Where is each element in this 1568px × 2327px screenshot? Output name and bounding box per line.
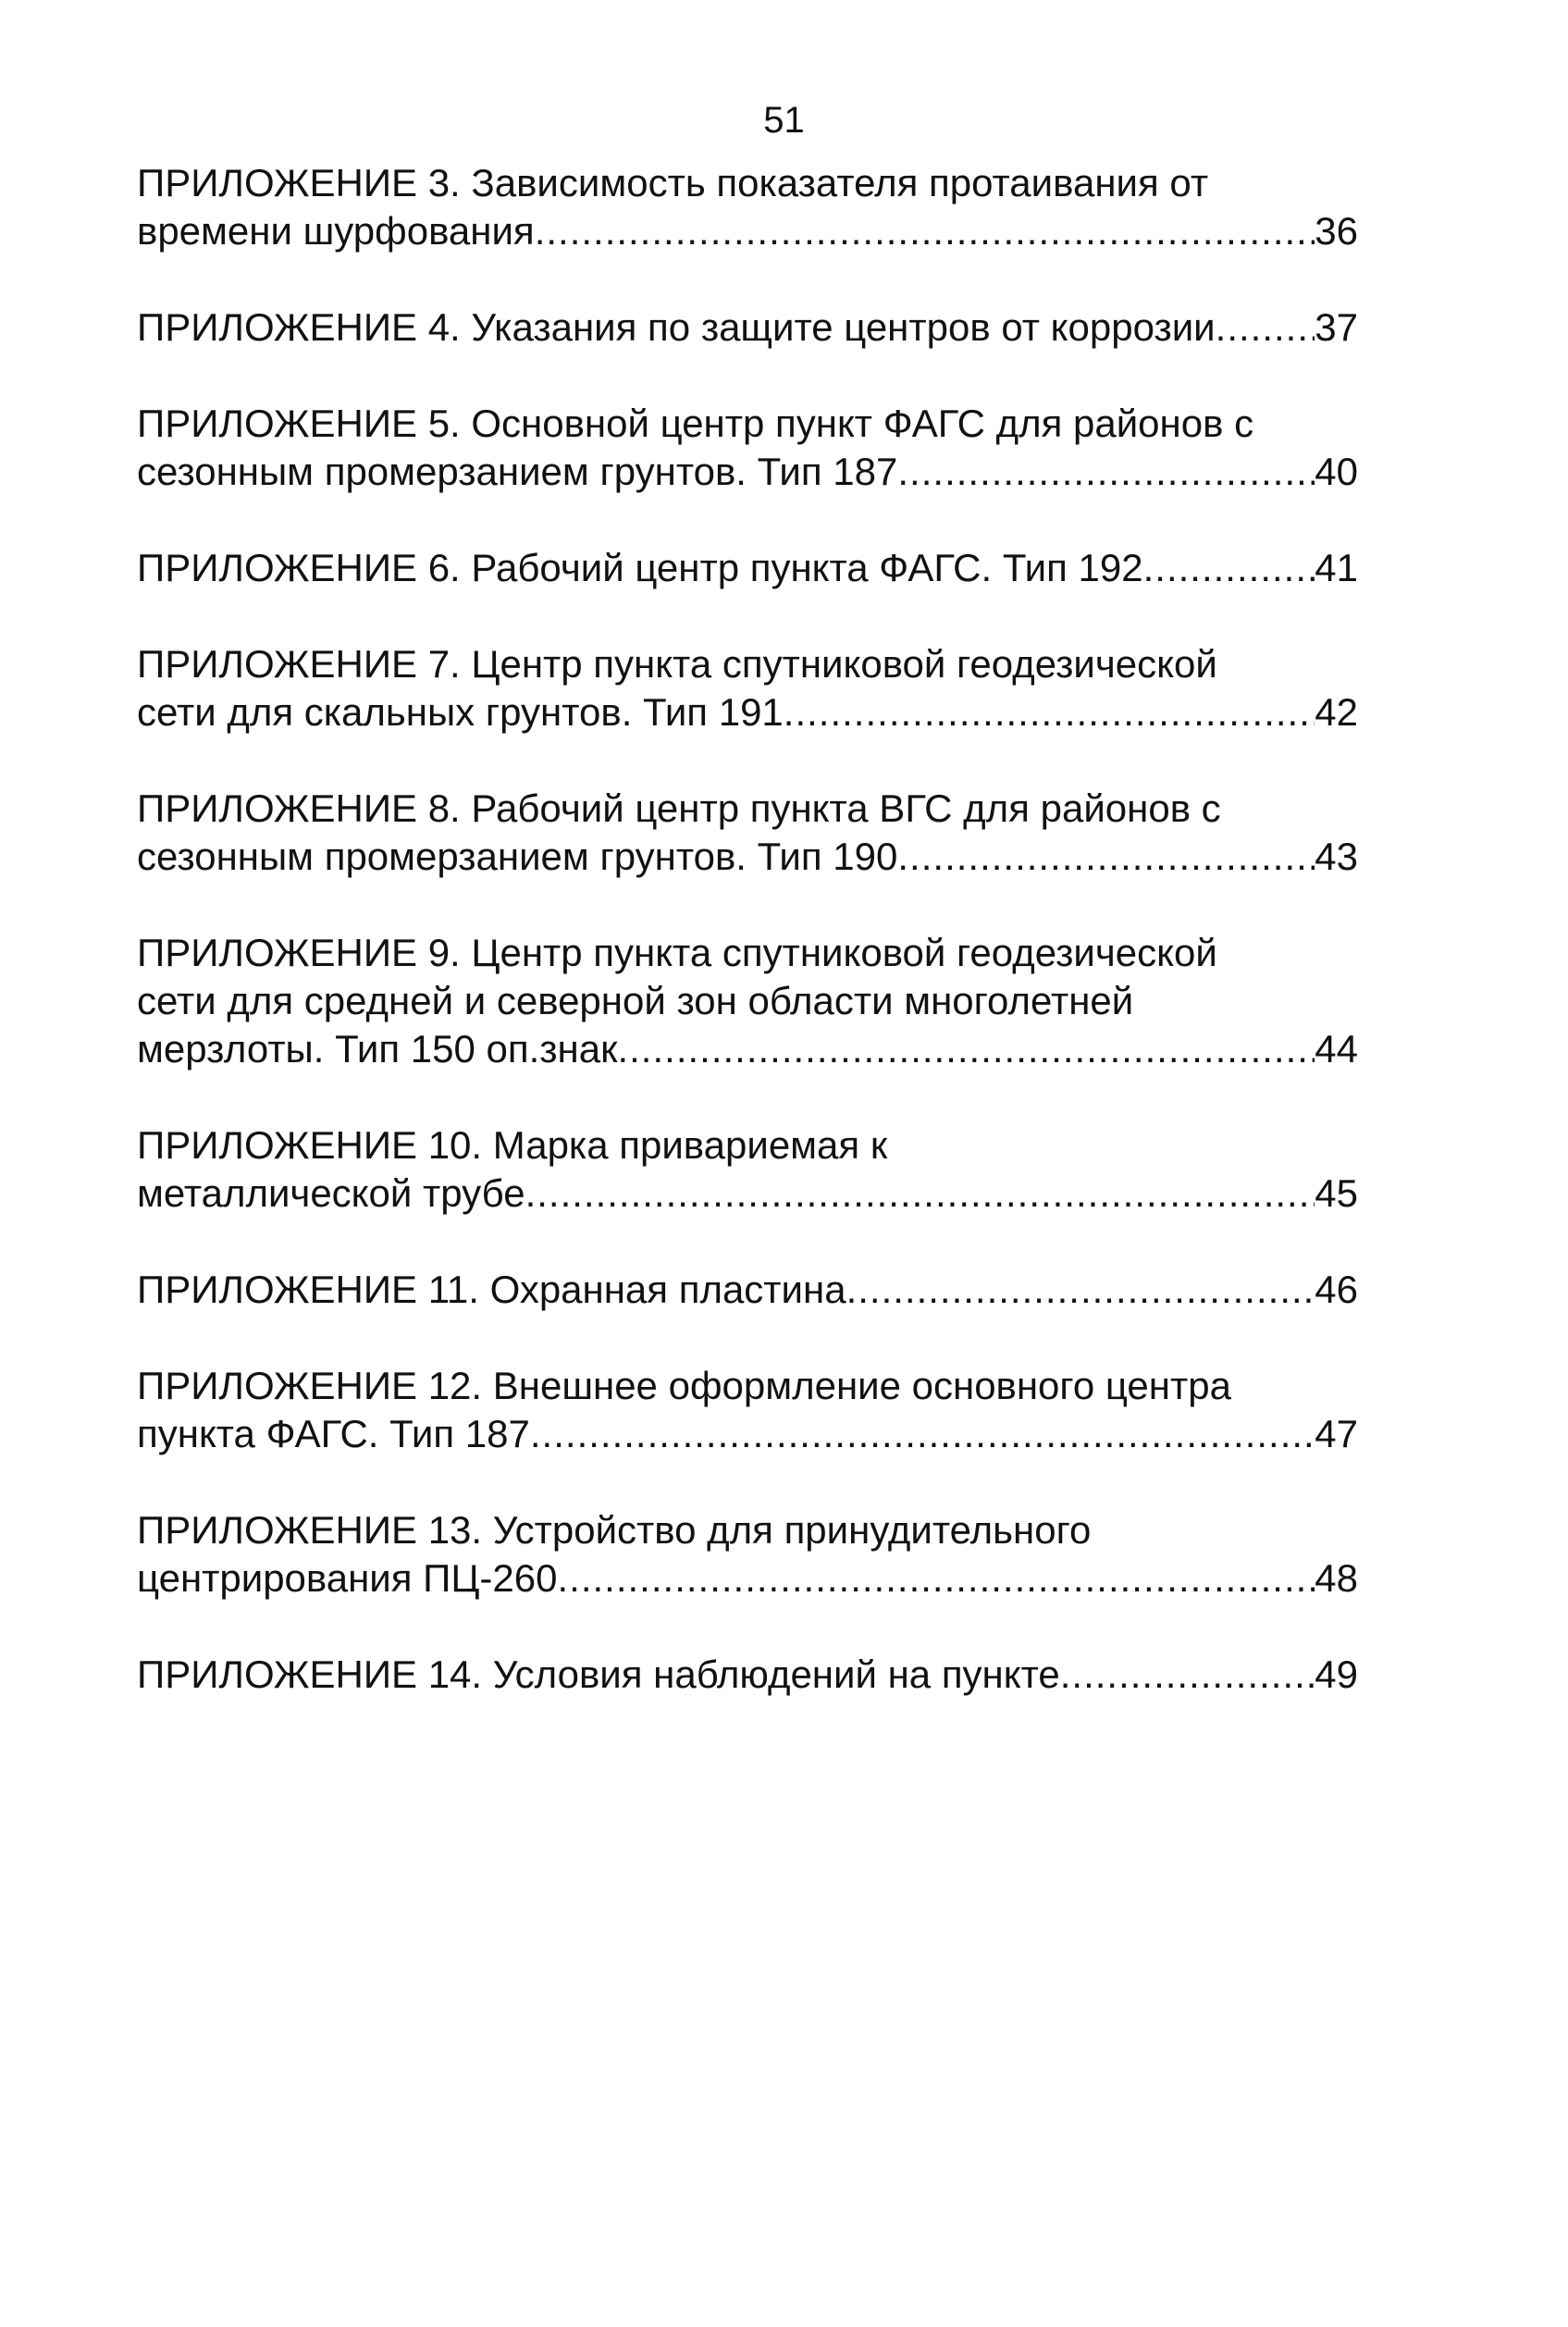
dot-leader — [784, 688, 1315, 736]
toc-line — [137, 207, 1358, 255]
toc-entry — [137, 544, 1358, 592]
toc-line — [137, 977, 1358, 1025]
toc-line — [137, 1506, 1358, 1554]
toc-line — [137, 303, 1358, 352]
toc-entry — [137, 1651, 1358, 1699]
toc-page-number: 40 — [1315, 450, 1358, 493]
toc-page-number: 41 — [1315, 546, 1358, 589]
toc-line — [137, 1121, 1358, 1170]
dot-leader — [530, 1410, 1315, 1458]
dot-leader — [846, 1266, 1315, 1314]
toc-entry-title: ПРИЛОЖЕНИЕ 14. Условия наблюдений на пункте — [137, 1652, 1060, 1696]
toc-line — [137, 1554, 1358, 1603]
toc-entry — [137, 303, 1358, 352]
toc-entry-title: центрирования ПЦ-260 — [137, 1556, 558, 1600]
toc-entry — [137, 1266, 1358, 1314]
toc-entry-title: сети для средней и северной зон области многолетней — [137, 979, 1134, 1022]
toc-line — [137, 1362, 1358, 1410]
toc-entry-title: ПРИЛОЖЕНИЕ 11. Охранная пластина — [137, 1268, 846, 1311]
toc-page-number: 48 — [1315, 1556, 1358, 1600]
toc-entry-title: мерзлоты. Тип 150 оп.знак — [137, 1027, 618, 1071]
toc-line — [137, 544, 1358, 592]
toc-line — [137, 1266, 1358, 1314]
toc-line — [137, 640, 1358, 688]
toc-entry-title: ПРИЛОЖЕНИЕ 3. Зависимость показателя протаивания от — [137, 161, 1209, 204]
toc-entry-title: ПРИЛОЖЕНИЕ 10. Марка привариемая к — [137, 1123, 888, 1167]
page-number: 51 — [763, 100, 805, 141]
toc-line — [137, 1170, 1358, 1218]
toc-page-number: 43 — [1315, 835, 1358, 878]
toc-entry-title: ПРИЛОЖЕНИЕ 13. Устройство для принудительного — [137, 1508, 1092, 1552]
toc-line — [137, 400, 1358, 448]
dot-leader — [1060, 1651, 1315, 1699]
toc-page-number: 44 — [1315, 1027, 1358, 1071]
toc-page-number: 37 — [1315, 305, 1358, 349]
toc-entry-title: ПРИЛОЖЕНИЕ 8. Рабочий центр пункта ВГС для районов с — [137, 786, 1221, 830]
dot-leader — [897, 833, 1315, 881]
toc-entry-title: сети для скальных грунтов. Тип 191 — [137, 690, 784, 734]
toc-entry — [137, 159, 1358, 255]
toc-page-number: 46 — [1315, 1268, 1358, 1311]
dot-leader — [897, 448, 1315, 496]
toc-line — [137, 785, 1358, 833]
toc-entry — [137, 1506, 1358, 1603]
toc-line — [137, 833, 1358, 881]
toc-entry-title: ПРИЛОЖЕНИЕ 9. Центр пункта спутниковой геодезической — [137, 931, 1217, 974]
toc-page-number: 42 — [1315, 690, 1358, 734]
toc-entry — [137, 1121, 1358, 1218]
toc-entry-title: ПРИЛОЖЕНИЕ 6. Рабочий центр пункта ФАГС. Тип 192 — [137, 546, 1143, 589]
toc-entry — [137, 640, 1358, 736]
toc-line — [137, 1410, 1358, 1458]
toc-entry — [137, 785, 1358, 881]
dot-leader — [535, 207, 1315, 255]
toc-line — [137, 159, 1358, 207]
toc-entry-title: ПРИЛОЖЕНИЕ 7. Центр пункта спутниковой геодезической — [137, 642, 1217, 686]
toc-entry — [137, 929, 1358, 1073]
toc-line — [137, 1651, 1358, 1699]
table-of-contents — [137, 159, 1358, 1747]
toc-entry-title: ПРИЛОЖЕНИЕ 12. Внешнее оформление основного центра — [137, 1364, 1231, 1407]
toc-entry-title: металлической трубе — [137, 1171, 525, 1215]
toc-entry — [137, 400, 1358, 496]
toc-page-number: 47 — [1315, 1412, 1358, 1455]
toc-entry-title: времени шурфования — [137, 209, 535, 253]
toc-line — [137, 448, 1358, 496]
toc-entry-title: сезонным промерзанием грунтов. Тип 190 — [137, 835, 898, 878]
dot-leader — [525, 1170, 1315, 1218]
dot-leader — [558, 1554, 1315, 1603]
toc-entry-title: ПРИЛОЖЕНИЕ 5. Основной центр пункт ФАГС для районов с — [137, 402, 1254, 445]
toc-line — [137, 929, 1358, 977]
dot-leader — [617, 1025, 1315, 1073]
dot-leader — [1216, 303, 1315, 352]
toc-page-number: 36 — [1315, 209, 1358, 253]
toc-entry-title: ПРИЛОЖЕНИЕ 4. Указания по защите центров от коррозии — [137, 305, 1216, 349]
toc-line — [137, 1025, 1358, 1073]
toc-page-number: 49 — [1315, 1652, 1358, 1696]
toc-page-number: 45 — [1315, 1171, 1358, 1215]
toc-line — [137, 688, 1358, 736]
dot-leader — [1143, 544, 1315, 592]
toc-entry-title: пункта ФАГС. Тип 187 — [137, 1412, 530, 1455]
toc-entry — [137, 1362, 1358, 1458]
toc-entry-title: сезонным промерзанием грунтов. Тип 187 — [137, 450, 898, 493]
